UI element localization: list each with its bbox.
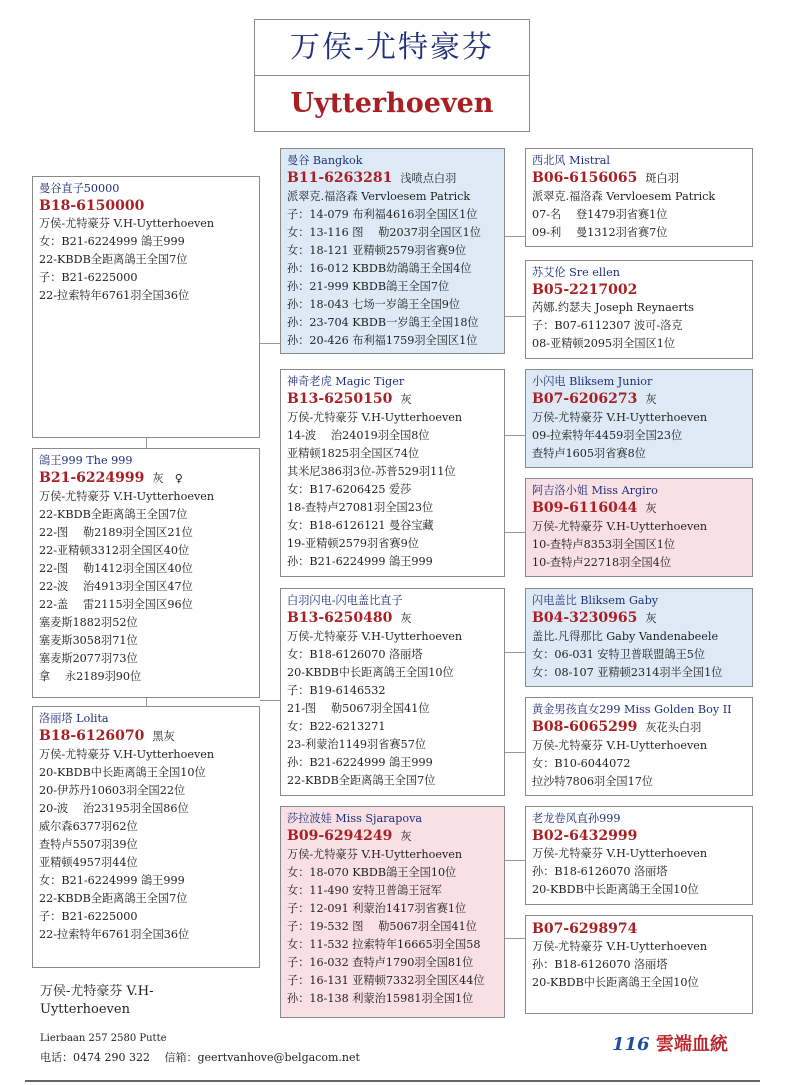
logo-text: 雲端血統 <box>655 1034 728 1055</box>
info-line: 08-亚精顿2095羽全国区1位 <box>532 337 676 350</box>
pigeon-card-dam <box>32 706 260 968</box>
info-line: 万侯-尤特豪芬 V.H-Uytterhoeven <box>532 739 708 752</box>
pigeon-card-ggp6 <box>525 697 753 796</box>
info-line: 孙：18-043 七场一岁鴿王全国9位 <box>287 298 461 311</box>
info-line: 孙：B18-6126070 洛丽塔 <box>532 865 668 878</box>
info-line: 万侯-尤特豪芬 V.H-Uytterhoeven <box>532 940 708 953</box>
info-line: 亚精顿1825羽全国区74位 <box>287 447 420 460</box>
pigeon-card-ggp8 <box>525 915 753 1014</box>
ring-number: B21-6224999 灰 ♀ <box>39 470 183 486</box>
breeder-name: 万侯-尤特豪芬 V.H-Uytterhoeven <box>40 984 154 1017</box>
info-line: 女：B17-6206425 爱莎 <box>287 483 412 496</box>
info-line: 22-盖 雷2115羽全国区96位 <box>39 598 193 611</box>
info-line: 万侯-尤特豪芬 V.H-Uytterhoeven <box>39 490 215 503</box>
pigeon-card-gp4 <box>280 806 505 1018</box>
pigeon-card-ggp7 <box>525 806 753 905</box>
ring-number: B06-6156065 斑白羽 <box>532 170 679 186</box>
pigeon-name: 鴿王999 The 999 <box>39 454 133 467</box>
info-line: 10-查特卢8353羽全国区1位 <box>532 538 676 551</box>
info-line: 芮娜.约瑟夫 Joseph Reynaerts <box>532 301 695 314</box>
info-line: 查特卢1605羽省赛8位 <box>532 447 646 460</box>
info-line: 派翠克.福洛森 Vervloesem Patrick <box>532 190 716 203</box>
info-line: 22-拉索特年6761羽全国36位 <box>39 928 190 941</box>
info-line: 孙：B18-6126070 洛丽塔 <box>532 958 668 971</box>
info-line: 子：B21-6225000 <box>39 910 138 923</box>
pigeon-name: 老龙卷风直孙999 <box>532 812 621 825</box>
info-line: 22-KBDB全距离鴿王全国7位 <box>39 892 188 905</box>
connector-line <box>505 236 525 237</box>
pigeon-card-ggp5 <box>525 588 753 687</box>
color-note: 灰 <box>400 830 412 843</box>
info-line: 20-伊苏丹10603羽全国22位 <box>39 784 186 797</box>
pigeon-name: 曼谷 Bangkok <box>287 154 363 167</box>
color-note: 灰 ♀ <box>152 472 183 485</box>
header-title-chinese: 万侯-尤特豪芬 <box>255 20 529 76</box>
ring-number: B13-6250480 灰 <box>287 610 412 626</box>
info-line: 万侯-尤特豪芬 V.H-Uytterhoeven <box>532 411 708 424</box>
connector-line <box>146 698 147 706</box>
color-note: 灰 <box>645 393 657 406</box>
info-line: 万侯-尤特豪芬 V.H-Uytterhoeven <box>532 847 708 860</box>
info-line: 盖比.凡得那比 Gaby Vandenabeele <box>532 630 719 643</box>
info-line: 查特卢5507羽39位 <box>39 838 138 851</box>
ring-number: B11-6263281 浅喷点白羽 <box>287 170 457 186</box>
pigeon-name: 西北风 Mistral <box>532 154 610 167</box>
info-line: 亚精顿4957羽44位 <box>39 856 138 869</box>
pigeon-name: 苏艾伦 Sre ellen <box>532 266 620 279</box>
pigeon-name: 神奇老虎 Magic Tiger <box>287 375 405 388</box>
connector-line <box>260 343 280 344</box>
connector-line <box>505 752 525 753</box>
color-note: 黑灰 <box>152 730 175 743</box>
color-note: 灰 <box>645 612 657 625</box>
info-line: 21-图 勒5067羽全国41位 <box>287 702 430 715</box>
pigeon-name: 白羽闪电-闪电盖比直子 <box>287 594 403 607</box>
ring-number: B09-6294249 灰 <box>287 828 412 844</box>
ring-number: B18-6150000 <box>39 198 145 214</box>
info-line: 女：18-121 亚精顿2579羽省赛9位 <box>287 244 467 257</box>
ring-number: B13-6250150 灰 <box>287 391 412 407</box>
pigeon-name: 曼谷直子50000 <box>39 182 120 195</box>
info-line: 女：B22-6213271 <box>287 720 386 733</box>
pigeon-name: 黄金男孩直女299 Miss Golden Boy II <box>532 703 732 716</box>
info-line: 女：08-107 亚精顿2314羽半全国1位 <box>532 666 723 679</box>
ring-number: B05-2217002 <box>532 282 638 298</box>
pigeon-card-gp2 <box>280 369 505 577</box>
info-line: 孙：18-138 利蒙治15981羽全国1位 <box>287 992 474 1005</box>
info-line: 23-利蒙治1149羽省赛57位 <box>287 738 427 751</box>
logo-number: 116 <box>612 1034 650 1055</box>
info-line: 女：11-490 安特卫普鴿王冠军 <box>287 884 442 897</box>
info-line: 万侯-尤特豪芬 V.H-Uytterhoeven <box>39 748 215 761</box>
connector-line <box>505 860 525 861</box>
pigeon-name: 小闪电 Bliksem Junior <box>532 375 653 388</box>
info-line: 孙：21-999 KBDB鴿王全国7位 <box>287 280 450 293</box>
info-line: 子：B19-6146532 <box>287 684 386 697</box>
color-note: 浅喷点白羽 <box>400 172 457 185</box>
info-line: 22-拉索特年6761羽全国36位 <box>39 289 190 302</box>
info-line: 18-查特卢27081羽全国23位 <box>287 501 434 514</box>
info-line: 拿 永2189羽90位 <box>39 670 142 683</box>
connector-line <box>505 652 525 653</box>
info-line: 塞麦斯3058羽71位 <box>39 634 138 647</box>
info-line: 万侯-尤特豪芬 V.H-Uytterhoeven <box>287 411 463 424</box>
info-line: 14-波 治24019羽全国8位 <box>287 429 430 442</box>
connector-line <box>505 532 525 533</box>
info-line: 20-KBDB中长距离鴿王全国10位 <box>39 766 206 779</box>
info-line: 07-名 登1479羽省赛1位 <box>532 208 668 221</box>
info-line: 威尔森6377羽62位 <box>39 820 138 833</box>
info-line: 女：B21-6224999 鴿王999 <box>39 235 185 248</box>
info-line: 10-查特卢22718羽全国4位 <box>532 556 672 569</box>
info-line: 22-KBDB全距离鴿王全国7位 <box>39 253 188 266</box>
info-line: 20-波 治23195羽全国86位 <box>39 802 189 815</box>
info-line: 22-KBDB全距离鴿王全国7位 <box>39 508 188 521</box>
ring-number: B04-3230965 灰 <box>532 610 657 626</box>
info-line: 22-图 勒2189羽全国区21位 <box>39 526 193 539</box>
info-line: 塞麦斯1882羽52位 <box>39 616 138 629</box>
pigeon-card-ggp2 <box>525 260 753 359</box>
connector-line <box>260 700 280 701</box>
breeder-address: Lierbaan 257 2580 Putte <box>40 1033 167 1044</box>
info-line: 其米尼386羽3位-苏普529羽11位 <box>287 465 456 478</box>
ring-number: B02-6432999 <box>532 828 638 844</box>
info-line: 女：B18-6126070 洛丽塔 <box>287 648 423 661</box>
info-line: 女：18-070 KBDB鴿王全国10位 <box>287 866 457 879</box>
info-line: 22-图 勒1412羽全国区40位 <box>39 562 193 575</box>
pigeon-name: 莎拉波娃 Miss Sjarapova <box>287 812 423 825</box>
pigeon-card-gp1 <box>280 148 505 354</box>
pigeon-card-gp3 <box>280 588 505 796</box>
info-line: 20-KBDB中长距离鴿王全国10位 <box>287 666 454 679</box>
connector-line <box>505 316 525 317</box>
info-line: 拉沙特7806羽全国17位 <box>532 775 654 788</box>
color-note: 灰 <box>400 612 412 625</box>
info-line: 22-亚精顿3312羽全国区40位 <box>39 544 190 557</box>
info-line: 孙：16-012 KBDB幼鴿鴿王全国4位 <box>287 262 472 275</box>
header-title-english: Uytterhoeven <box>290 88 494 119</box>
info-line: 孙：B21-6224999 鴿王999 <box>287 756 433 769</box>
pigeon-card-ggp4 <box>525 478 753 577</box>
info-line: 女：B21-6224999 鴿王999 <box>39 874 185 887</box>
info-line: 09-利 曼1312羽省赛7位 <box>532 226 668 239</box>
ring-number: B07-6206273 灰 <box>532 391 657 407</box>
info-line: 万侯-尤特豪芬 V.H-Uytterhoeven <box>39 217 215 230</box>
info-line: 子：19-532 图 勒5067羽全国41位 <box>287 920 477 933</box>
pigeon-name: 洛丽塔 Lolita <box>39 712 109 725</box>
pedigree-header <box>254 19 530 132</box>
info-line: 子：16-032 查特卢1790羽全国81位 <box>287 956 474 969</box>
pigeon-name: 闪电盖比 Bliksem Gaby <box>532 594 659 607</box>
connector-line <box>146 438 147 448</box>
info-line: 子：16-131 亚精顿7332羽全国区44位 <box>287 974 485 987</box>
info-line: 派翠克.福洛森 Vervloesem Patrick <box>287 190 471 203</box>
info-line: 塞麦斯2077羽73位 <box>39 652 138 665</box>
info-line: 22-KBDB全距离鴿王全国7位 <box>287 774 436 787</box>
ring-number: B08-6065299 灰花头白羽 <box>532 719 702 735</box>
info-line: 万侯-尤特豪芬 V.H-Uytterhoeven <box>287 630 463 643</box>
info-line: 女：B10-6044072 <box>532 757 631 770</box>
info-line: 子：12-091 利蒙治1417羽省赛1位 <box>287 902 467 915</box>
info-line: 22-波 治4913羽全国区47位 <box>39 580 193 593</box>
pigeon-card-subject <box>32 176 260 438</box>
info-line: 女：B18-6126121 曼谷宝藏 <box>287 519 434 532</box>
ring-number: B07-6298974 <box>532 921 638 937</box>
info-line: 19-亚精顿2579羽省赛9位 <box>287 537 419 550</box>
color-note: 灰花头白羽 <box>645 721 702 734</box>
info-line: 女：11-532 拉索特年16665羽全国58 <box>287 938 481 951</box>
info-line: 子：B21-6225000 <box>39 271 138 284</box>
connector-line <box>505 938 525 939</box>
breeder-contact: 电话：0474 290 322 信箱：geertvanhove@belgacom.net <box>40 1051 360 1064</box>
info-line: 女：13-116 图 勒2037羽全国区1位 <box>287 226 481 239</box>
color-note: 灰 <box>400 393 412 406</box>
info-line: 20-KBDB中长距离鴿王全国10位 <box>532 883 699 896</box>
color-note: 斑白羽 <box>645 172 679 185</box>
info-line: 子：14-079 布利福4616羽全国区1位 <box>287 208 478 221</box>
info-line: 女：06-031 安特卫普联盟鴿王5位 <box>532 648 706 661</box>
color-note: 灰 <box>645 502 657 515</box>
info-line: 万侯-尤特豪芬 V.H-Uytterhoeven <box>287 848 463 861</box>
info-line: 万侯-尤特豪芬 V.H-Uytterhoeven <box>532 520 708 533</box>
ring-number: B18-6126070 黑灰 <box>39 728 175 744</box>
bottom-divider <box>25 1080 760 1082</box>
info-line: 子：B07-6112307 波可-洛克 <box>532 319 683 332</box>
ring-number: B09-6116044 灰 <box>532 500 657 516</box>
info-line: 20-KBDB中长距离鴿王全国10位 <box>532 976 699 989</box>
connector-line <box>505 435 525 436</box>
info-line: 孙：23-704 KBDB一岁鴿王全国18位 <box>287 316 479 329</box>
info-line: 孙：B21-6224999 鴿王999 <box>287 555 433 568</box>
info-line: 09-拉索特年4459羽全国23位 <box>532 429 683 442</box>
pigeon-card-ggp1 <box>525 148 753 247</box>
pigeon-card-sire <box>32 448 260 698</box>
pigeon-name: 阿吉洛小姐 Miss Argiro <box>532 484 658 497</box>
info-line: 孙：20-426 布利福1759羽全国区1位 <box>287 334 478 347</box>
brand-logo <box>612 1030 728 1056</box>
pigeon-card-ggp3 <box>525 369 753 468</box>
